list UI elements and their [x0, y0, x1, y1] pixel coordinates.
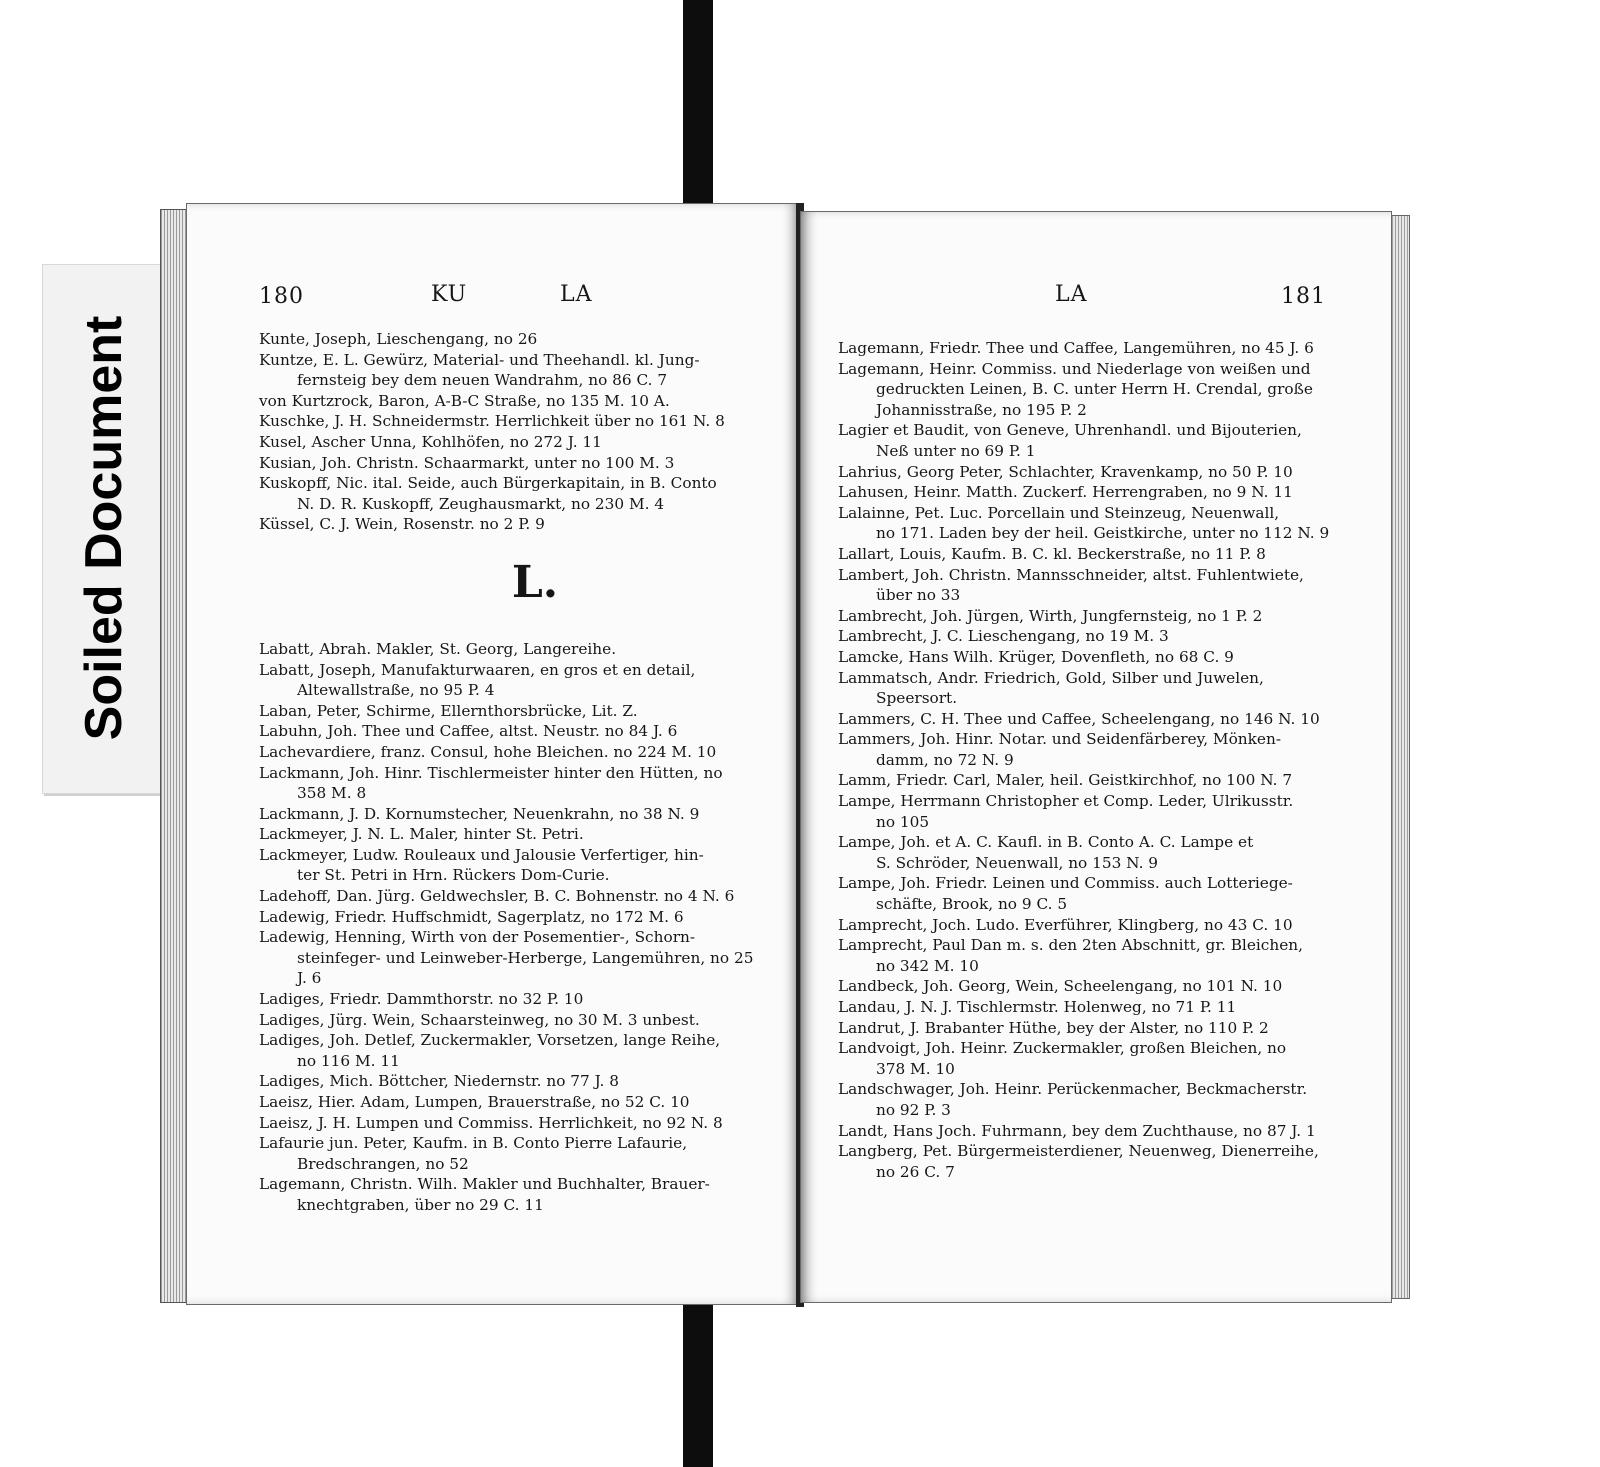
entry-continuation-line: Speersort.	[876, 689, 958, 708]
entry-line: Lambrecht, Joh. Jürgen, Wirth, Jungfernsteig, no 1 P. 2	[838, 606, 1263, 625]
entry-line: Lackmeyer, Ludw. Rouleaux und Jalousie Verfertiger, hin-	[259, 845, 704, 864]
entry-line: Lachevardiere, franz. Consul, hohe Bleichen. no 224 M. 10	[259, 742, 717, 761]
directory-entry	[259, 1030, 799, 1071]
entry-line: Landt, Hans Joch. Fuhrmann, bey dem Zuchthause, no 87 J. 1	[838, 1121, 1316, 1140]
directory-entry	[259, 432, 799, 453]
directory-entry	[259, 514, 799, 535]
entry-continuation-line: no 171. Laden bey der heil. Geistkirche, unter no 112 N. 9	[876, 524, 1330, 543]
directory-entry	[259, 1071, 799, 1092]
entry-line: Lackmann, Joh. Hinr. Tischlermeister hinter den Hütten, no	[259, 763, 723, 782]
right-page-number: 181	[1281, 284, 1326, 309]
directory-entry	[838, 1018, 1388, 1039]
directory-entry	[259, 845, 799, 886]
entry-line: Ladehoff, Dan. Jürg. Geldwechsler, B. C. Bohnenstr. no 4 N. 6	[259, 887, 735, 906]
entry-continuation-line: J. 6	[297, 969, 322, 988]
entry-continuation-line: schäfte, Brook, no 9 C. 5	[876, 895, 1068, 914]
directory-entry	[259, 660, 799, 701]
directory-entry	[259, 329, 799, 350]
entry-line: Lambert, Joh. Christn. Mannsschneider, altst. Fuhlentwiete,	[838, 565, 1304, 584]
entry-line: Küssel, C. J. Wein, Rosenstr. no 2 P. 9	[259, 515, 545, 534]
directory-entry	[838, 1121, 1388, 1142]
entry-line: Kusel, Ascher Unna, Kohlhöfen, no 272 J. 11	[259, 432, 602, 451]
directory-entry	[838, 709, 1388, 730]
entry-line: Kuschke, J. H. Schneidermstr. Herrlichkeit über no 161 N. 8	[259, 412, 725, 431]
entry-line: von Kurtzrock, Baron, A-B-C Straße, no 135 M. 10 A.	[259, 391, 670, 410]
directory-entry	[259, 824, 799, 845]
directory-entry	[838, 729, 1388, 770]
entry-continuation-line: ter St. Petri in Hrn. Rückers Dom-Curie.	[297, 866, 610, 885]
directory-entry	[838, 915, 1388, 936]
right-page-directory-entries	[838, 338, 1388, 1182]
section-heading: L.	[511, 556, 559, 608]
directory-entry	[838, 997, 1388, 1018]
entry-line: Lamcke, Hans Wilh. Krüger, Dovenfleth, no 68 C. 9	[838, 647, 1234, 666]
entry-line: Landvoigt, Joh. Heinr. Zuckermakler, großen Bleichen, no	[838, 1039, 1287, 1058]
entry-line: Lalainne, Pet. Luc. Porcellain und Steinzeug, Neuenwall,	[838, 503, 1280, 522]
entry-line: Lahrius, Georg Peter, Schlachter, Kravenkamp, no 50 P. 10	[838, 462, 1293, 481]
directory-entry	[259, 453, 799, 474]
entry-line: Lamprecht, Joch. Ludo. Everführer, Klingberg, no 43 C. 10	[838, 915, 1293, 934]
directory-entry	[838, 1038, 1388, 1079]
directory-entry	[259, 1092, 799, 1113]
directory-entry	[259, 1174, 799, 1215]
directory-entry	[838, 338, 1388, 359]
entry-line: Landau, J. N. J. Tischlermstr. Holenweg, no 71 P. 11	[838, 998, 1237, 1016]
entry-line: Langberg, Pet. Bürgermeisterdiener, Neuenweg, Dienerreihe,	[838, 1142, 1319, 1161]
entry-line: Lampe, Joh. Friedr. Leinen und Commiss. auch Lotteriege-	[838, 874, 1293, 893]
directory-entry	[838, 626, 1388, 647]
right-page	[800, 211, 1392, 1303]
directory-entry	[838, 647, 1388, 668]
top-binding-strip	[683, 0, 713, 220]
directory-entry	[838, 503, 1388, 544]
entry-line: Labatt, Joseph, Manufakturwaaren, en gros et en detail,	[259, 660, 696, 679]
entry-continuation-line: no 116 M. 11	[297, 1051, 400, 1070]
entry-line: Lammers, Joh. Hinr. Notar. und Seidenfärberey, Mönken-	[838, 730, 1281, 749]
entry-line: Kunte, Joseph, Lieschengang, no 26	[259, 330, 538, 348]
entries-ku-section	[259, 329, 799, 535]
entry-continuation-line: N. D. R. Kuskopff, Zeughausmarkt, no 230 M. 4	[297, 494, 665, 513]
directory-entry	[838, 606, 1388, 627]
entry-line: Kusian, Joh. Christn. Schaarmarkt, unter no 100 M. 3	[259, 453, 675, 472]
entry-line: Lagemann, Heinr. Commiss. und Niederlage von weißen und	[838, 359, 1311, 378]
directory-entry	[259, 1133, 799, 1174]
directory-entry	[259, 886, 799, 907]
entry-line: Lamm, Friedr. Carl, Maler, heil. Geistkirchhof, no 100 N. 7	[838, 771, 1293, 790]
entry-line: Landbeck, Joh. Georg, Wein, Scheelengang, no 101 N. 10	[838, 977, 1283, 996]
entry-continuation-line: no 105	[876, 812, 930, 831]
directory-entry	[838, 482, 1388, 503]
directory-entry	[838, 873, 1388, 914]
entry-line: Landrut, J. Brabanter Hüthe, bey der Alster, no 110 P. 2	[838, 1018, 1269, 1037]
directory-entry	[259, 804, 799, 825]
entry-continuation-line: über no 33	[876, 586, 961, 605]
left-running-head-la: LA	[560, 282, 593, 307]
directory-entry	[259, 1113, 799, 1134]
directory-entry	[259, 1010, 799, 1031]
entry-line: Laban, Peter, Schirme, Ellernthorsbrücke, Lit. Z.	[259, 701, 638, 720]
right-running-head: LA	[1055, 282, 1088, 307]
entry-continuation-line: gedruckten Leinen, B. C. unter Herrn H. Crendal, große	[876, 380, 1313, 399]
bottom-binding-strip	[683, 1290, 713, 1467]
entry-line: Lambrecht, J. C. Lieschengang, no 19 M. 3	[838, 627, 1169, 646]
directory-entry	[838, 832, 1388, 873]
entry-line: Lamprecht, Paul Dan m. s. den 2ten Abschnitt, gr. Bleichen,	[838, 936, 1303, 955]
entry-line: Lagemann, Friedr. Thee und Caffee, Langemühren, no 45 J. 6	[838, 339, 1314, 357]
entry-continuation-line: S. Schröder, Neuenwall, no 153 N. 9	[876, 853, 1159, 872]
entry-line: Lahusen, Heinr. Matth. Zuckerf. Herrengraben, no 9 N. 11	[838, 483, 1293, 502]
directory-entry	[838, 935, 1388, 976]
entry-line: Ladiges, Mich. Böttcher, Niedernstr. no 77 J. 8	[259, 1072, 619, 1091]
entries-l-section	[259, 639, 799, 1216]
directory-entry	[259, 411, 799, 432]
directory-entry	[259, 639, 799, 660]
entry-line: Lammatsch, Andr. Friedrich, Gold, Silber und Juwelen,	[838, 668, 1264, 687]
entry-line: Lafaurie jun. Peter, Kaufm. in B. Conto Pierre Lafaurie,	[259, 1134, 688, 1153]
left-page-number: 180	[259, 284, 304, 309]
entry-continuation-line: knechtgraben, über no 29 C. 11	[297, 1195, 544, 1214]
entry-line: Labuhn, Joh. Thee und Caffee, altst. Neustr. no 84 J. 6	[259, 722, 678, 741]
directory-entry	[838, 1141, 1388, 1182]
entry-line: Lammers, C. H. Thee und Caffee, Scheelengang, no 146 N. 10	[838, 709, 1320, 728]
directory-entry	[838, 544, 1388, 565]
directory-entry	[259, 907, 799, 928]
entry-continuation-line: 378 M. 10	[876, 1059, 955, 1078]
directory-entry	[838, 565, 1388, 606]
entry-line: Lackmann, J. D. Kornumstecher, Neuenkrahn, no 38 N. 9	[259, 804, 700, 823]
entry-line: Ladewig, Friedr. Huffschmidt, Sagerplatz, no 172 M. 6	[259, 907, 684, 926]
directory-entry	[259, 391, 799, 412]
entry-line: Lackmeyer, J. N. L. Maler, hinter St. Petri.	[259, 825, 584, 844]
directory-entry	[838, 791, 1388, 832]
entry-continuation-line: no 26 C. 7	[876, 1162, 955, 1181]
directory-entry	[259, 927, 799, 989]
entry-line: Ladiges, Friedr. Dammthorstr. no 32 P. 10	[259, 990, 584, 1009]
entry-line: Lagier et Baudit, von Geneve, Uhrenhandl. und Bijouterien,	[838, 421, 1302, 440]
directory-entry	[259, 989, 799, 1010]
directory-entry	[838, 420, 1388, 461]
directory-entry	[838, 976, 1388, 997]
directory-entry	[259, 473, 799, 514]
left-running-head-ku: KU	[431, 282, 468, 307]
open-book	[160, 203, 1410, 1310]
entry-line: Laeisz, Hier. Adam, Lumpen, Brauerstraße, no 52 C. 10	[259, 1093, 690, 1111]
entry-line: Kuntze, E. L. Gewürz, Material- und Theehandl. kl. Jung-	[259, 350, 700, 369]
entry-continuation-line: Bredschrangen, no 52	[297, 1154, 469, 1173]
entry-line: Ladewig, Henning, Wirth von der Posementier-, Schorn-	[259, 928, 696, 947]
entry-line: Lampe, Herrmann Christopher et Comp. Leder, Ulrikusstr.	[838, 792, 1294, 811]
entry-line: Lagemann, Christn. Wilh. Makler und Buchhalter, Brauer-	[259, 1175, 710, 1194]
entries-la-section	[838, 338, 1388, 1182]
entry-continuation-line: no 342 M. 10	[876, 956, 979, 975]
entry-line: Lampe, Joh. et A. C. Kaufl. in B. Conto A. C. Lampe et	[838, 833, 1254, 852]
directory-entry	[838, 462, 1388, 483]
entry-continuation-line: Neß unter no 69 P. 1	[876, 441, 1036, 460]
entry-line: Labatt, Abrah. Makler, St. Georg, Langereihe.	[259, 639, 617, 658]
directory-entry	[838, 359, 1388, 421]
directory-entry	[259, 350, 799, 391]
entry-line: Kuskopff, Nic. ital. Seide, auch Bürgerkapitain, in B. Conto	[259, 474, 717, 493]
directory-entry	[838, 1079, 1388, 1120]
entry-continuation-line: damm, no 72 N. 9	[876, 750, 1014, 769]
entry-continuation-line: 358 M. 8	[297, 784, 367, 803]
entry-line: Laeisz, J. H. Lumpen und Commiss. Herrlichkeit, no 92 N. 8	[259, 1113, 723, 1132]
left-page	[186, 203, 800, 1305]
entry-line: Ladiges, Jürg. Wein, Schaarsteinweg, no 30 M. 3 unbest.	[259, 1010, 700, 1029]
entry-continuation-line: Altewallstraße, no 95 P. 4	[297, 681, 495, 700]
directory-entry	[259, 701, 799, 722]
soiled-document-label: Soiled Document	[75, 315, 133, 741]
left-page-directory-entries	[259, 329, 799, 1216]
directory-entry	[259, 763, 799, 804]
entry-line: Ladiges, Joh. Detlef, Zuckermakler, Vorsetzen, lange Reihe,	[259, 1031, 721, 1050]
directory-entry	[259, 721, 799, 742]
entry-continuation-line: steinfeger- und Leinweber-Herberge, Langemühren, no 25	[297, 948, 754, 967]
entry-continuation-line: fernsteig bey dem neuen Wandrahm, no 86 C. 7	[297, 371, 668, 390]
entry-continuation-line: Johannisstraße, no 195 P. 2	[876, 400, 1087, 419]
entry-continuation-line: no 92 P. 3	[876, 1100, 951, 1119]
entry-line: Landschwager, Joh. Heinr. Perückenmacher, Beckmacherstr.	[838, 1080, 1308, 1099]
directory-entry	[838, 668, 1388, 709]
entry-line: Lallart, Louis, Kaufm. B. C. kl. Beckerstraße, no 11 P. 8	[838, 544, 1266, 563]
directory-entry	[838, 770, 1388, 791]
directory-entry	[259, 742, 799, 763]
